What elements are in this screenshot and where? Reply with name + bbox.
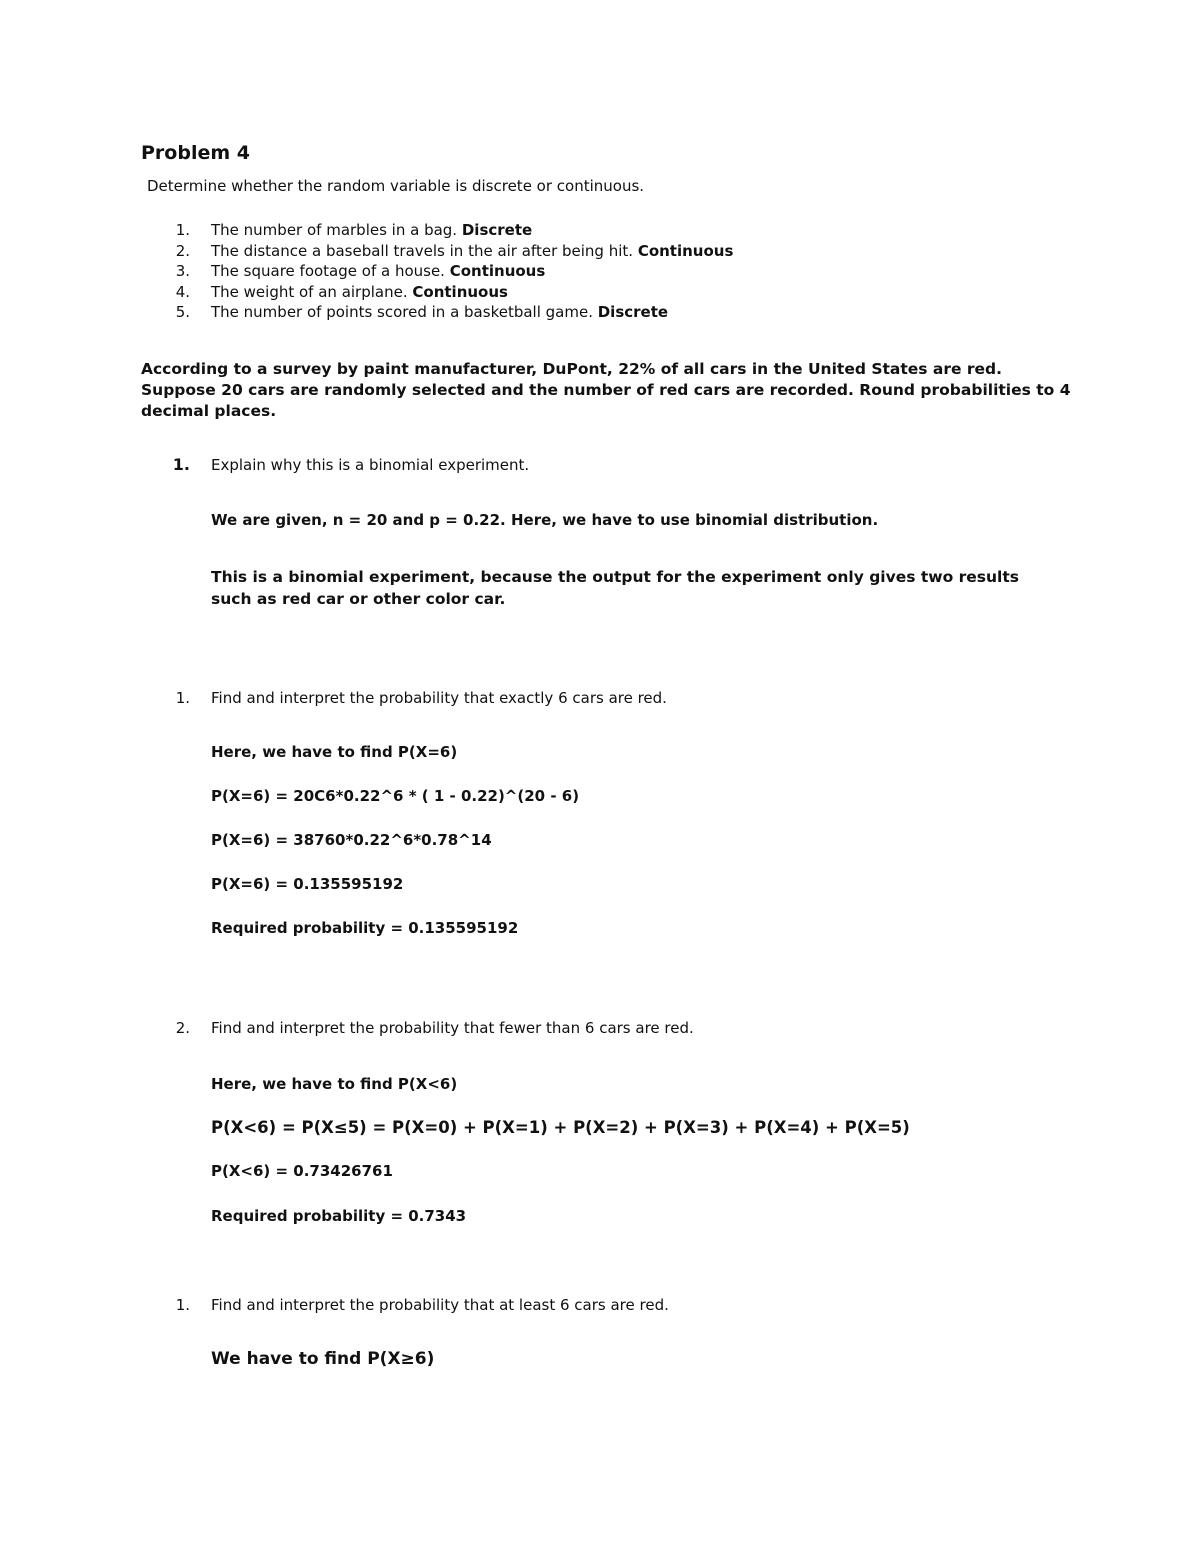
solution-line: Here, we have to find P(X=6) [211, 743, 458, 761]
instruction-text: Determine whether the random variable is discrete or continuous. [147, 177, 645, 195]
list-item-number: 4. [175, 283, 190, 301]
list-item-number: 5. [175, 303, 190, 321]
problem-title: Problem 4 [141, 142, 250, 164]
item-answer: Continuous [449, 262, 546, 280]
question-text: Find and interpret the probability that exactly 6 cars are red. [211, 689, 667, 707]
item-question: The square footage of a house. [211, 262, 450, 280]
solution-line: Required probability = 0.135595192 [211, 919, 519, 937]
question-text: Find and interpret the probability that at least 6 cars are red. [211, 1296, 669, 1314]
question-number: 1. [172, 455, 190, 474]
question-text: Find and interpret the probability that fewer than 6 cars are red. [211, 1019, 694, 1037]
solution-line: P(X=6) = 0.135595192 [211, 875, 404, 893]
answer-line: We are given, n = 20 and p = 0.22. Here, we have to use binomial distribution. [211, 511, 879, 529]
question-number: 2. [175, 1019, 190, 1037]
solution-line: We have to find P(X≥6) [211, 1349, 435, 1369]
survey-paragraph: According to a survey by paint manufacturer, DuPont, 22% of all cars in the United States are red. Suppose 20 cars are randomly selected and the number of red cars are recorded. Round probabilities to 4 decimal places. [141, 360, 1071, 420]
item-answer: Continuous [412, 283, 508, 301]
question-number: 1. [175, 689, 190, 707]
solution-line: P(X<6) = 0.73426761 [211, 1162, 393, 1180]
list-item-text [211, 283, 508, 301]
solution-line: Here, we have to find P(X<6) [211, 1075, 458, 1093]
solution-line: Required probability = 0.7343 [211, 1207, 467, 1225]
list-item-text [211, 242, 733, 260]
item-question: The number of marbles in a bag. [211, 221, 462, 239]
list-item-number: 3. [175, 262, 190, 280]
question-number: 1. [175, 1296, 190, 1314]
solution-line: P(X<6) = P(X≤5) = P(X=0) + P(X=1) + P(X=2) + P(X=3) + P(X=4) + P(X=5) [211, 1118, 910, 1137]
item-question: The weight of an airplane. [211, 283, 413, 301]
answer-paragraph: This is a binomial experiment, because the output for the experiment only gives two results such as red car or other color car. [211, 568, 1019, 608]
list-item-number: 1. [175, 221, 190, 239]
question-text: Explain why this is a binomial experiment. [211, 456, 530, 474]
list-item-text [211, 262, 545, 280]
item-answer: Discrete [461, 221, 533, 239]
item-answer: Discrete [597, 303, 669, 321]
item-question: The distance a baseball travels in the air after being hit. [211, 242, 638, 260]
item-answer: Continuous [637, 242, 734, 260]
item-question: The number of points scored in a basketball game. [211, 303, 598, 321]
list-item-text [211, 221, 532, 239]
list-item-number: 2. [175, 242, 190, 260]
solution-line: P(X=6) = 38760*0.22^6*0.78^14 [211, 831, 492, 849]
list-item-text [211, 303, 668, 321]
solution-line: P(X=6) = 20C6*0.22^6 * ( 1 - 0.22)^(20 - 6) [211, 787, 580, 805]
